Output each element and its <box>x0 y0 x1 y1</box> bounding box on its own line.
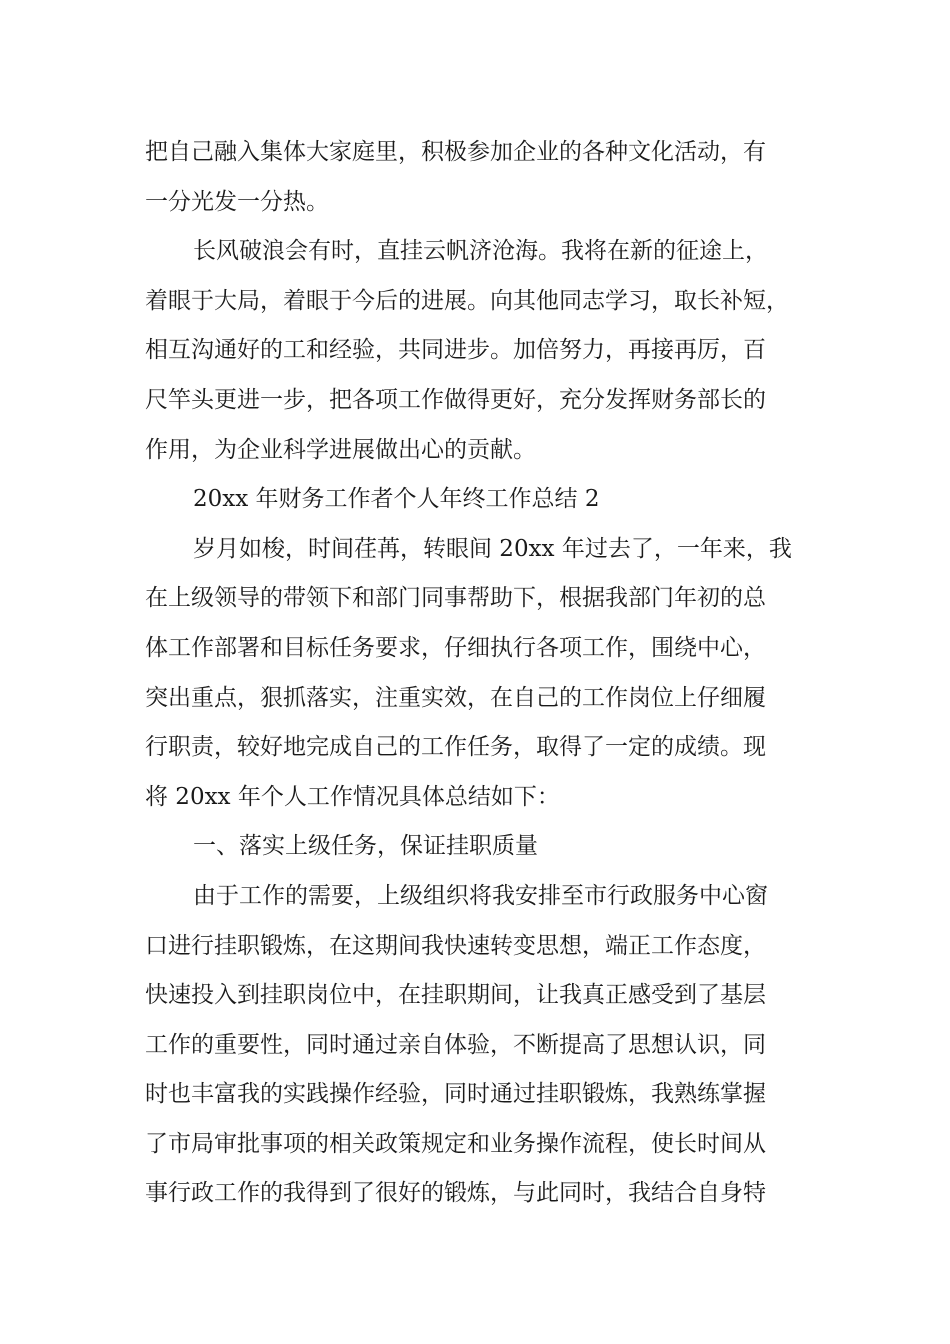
text-line: 突出重点，狠抓落实，注重实效，在自己的工作岗位上仔细履 <box>145 684 766 711</box>
text-line: 快速投入到挂职岗位中，在挂职期间，让我真正感受到了基层 <box>145 982 766 1009</box>
text-line: 行职责，较好地完成自己的工作任务，取得了一定的成绩。现 <box>145 734 766 761</box>
text-line: 一分光发一分热。 <box>145 188 329 215</box>
text-line: 了市局审批事项的相关政策规定和业务操作流程，使长时间从 <box>145 1130 766 1157</box>
text-line: 体工作部署和目标任务要求，仔细执行各项工作，围绕中心， <box>145 634 766 661</box>
text-line: 由于工作的需要，上级组织将我安排至市行政服务中心窗 <box>193 882 768 909</box>
text-line: 工作的重要性，同时通过亲自体验，不断提高了思想认识，同 <box>145 1031 766 1058</box>
text-line: 口进行挂职锻炼，在这期间我快速转变思想，端正工作态度， <box>145 932 766 959</box>
text-line: 岁月如梭，时间荏苒，转眼间 20xx 年过去了，一年来，我 <box>193 535 792 562</box>
text-line: 作用，为企业科学进展做出心的贡献。 <box>145 436 536 463</box>
text-line: 在上级领导的带领下和部门同事帮助下，根据我部门年初的总 <box>145 585 766 612</box>
subsection-heading: 一、落实上级任务，保证挂职质量 <box>193 833 538 860</box>
section-heading: 20xx 年财务工作者个人年终工作总结 2 <box>193 486 600 513</box>
text-line: 把自己融入集体大家庭里，积极参加企业的各种文化活动，有 <box>145 139 766 165</box>
text-line: 事行政工作的我得到了很好的锻炼，与此同时，我结合自身特 <box>145 1180 766 1207</box>
text-line: 时也丰富我的实践操作经验，同时通过挂职锻炼，我熟练掌握 <box>145 1081 766 1108</box>
text-line: 长风破浪会有时，直挂云帆济沧海。我将在新的征途上， <box>193 238 768 265</box>
document-body <box>145 128 825 1219</box>
text-line: 着眼于大局，着眼于今后的进展。向其他同志学习，取长补短， <box>145 287 789 314</box>
text-line: 尺竿头更进一步，把各项工作做得更好，充分发挥财务部长的 <box>145 386 766 413</box>
text-line: 将 20xx 年个人工作情况具体总结如下： <box>145 783 560 810</box>
text-line: 相互沟通好的工和经验，共同进步。加倍努力，再接再厉，百 <box>145 337 766 364</box>
